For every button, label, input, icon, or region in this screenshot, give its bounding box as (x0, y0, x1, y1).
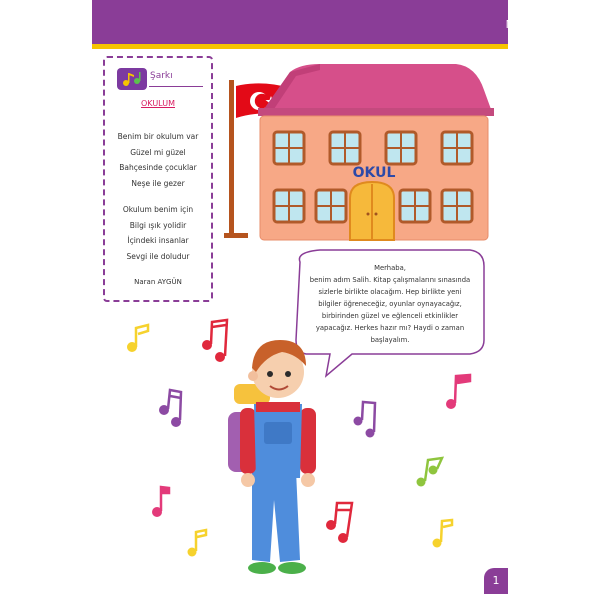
speech-line: birbirinden güzel ve eğlenceli etkinlikler (321, 312, 459, 320)
stanza-line: Bilgi ışık yolidir (129, 220, 187, 230)
stanza-line: Okulum benim için (122, 205, 194, 214)
speech-line: bilgiler öğreneceğiz, oyunlar oynayacağız, (318, 300, 462, 308)
stanza-line: Güzel mi güzel (130, 147, 186, 157)
music-note (127, 325, 148, 352)
music-note (446, 375, 470, 409)
stanza-line: Bahçesinde çocuklar (119, 163, 197, 172)
stanza-line: Neşe ile gezer (131, 178, 185, 188)
song-author: Naran AYGÜN (134, 278, 182, 286)
music-note (188, 530, 207, 557)
stanza-line: İçindeki insanlar (127, 236, 189, 245)
music-note (417, 458, 443, 487)
header-title: Müzik Kutusu (505, 18, 582, 31)
speech-line: benim adım Salih. Kitap çalışmalarını sınasında (309, 276, 471, 284)
music-note (152, 487, 169, 517)
boy-character (228, 340, 316, 574)
speech-line: Merhaba, (374, 264, 406, 272)
speech-line: yapacağız. Herkes hazır mı? Haydi o zaman (315, 324, 465, 332)
music-note (354, 402, 376, 438)
speech-text (304, 262, 476, 346)
music-note (159, 390, 181, 427)
stanza-line: Benim bir okulum var (117, 132, 199, 141)
speech-line: sizlerle birlikte olacağım. Hep birlikte yeni (318, 288, 462, 296)
song-label: Şarkı (150, 71, 173, 81)
song-title: OKULUM (141, 99, 175, 108)
school-building (258, 64, 494, 240)
speech-line: başlayalım. (370, 336, 410, 344)
school-sign: OKUL (352, 165, 396, 181)
page-number: 1 (484, 568, 508, 594)
music-note (326, 503, 352, 543)
music-note (433, 520, 453, 548)
music-note (202, 320, 227, 362)
stanza-line: Sevgi ile doludur (126, 251, 190, 261)
